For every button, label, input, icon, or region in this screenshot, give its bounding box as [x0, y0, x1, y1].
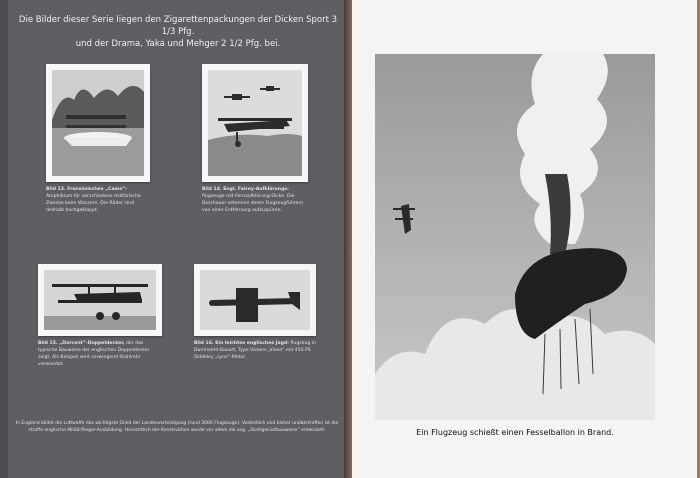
balloon-photo	[375, 54, 655, 420]
card-caption-4	[194, 340, 316, 361]
card-caption-2	[202, 186, 308, 214]
card-caption-body: der das typische Bauweise der englischen Doppeldecker zeigt. Als Beispiel wird vorwiegend Stahlrohr verwendet.	[38, 341, 150, 367]
card-caption-body: flugzeuge mit Fernaufklärung-Dicke. Die Beschauer erkennen deren Flugzeugführern von einer Entfernung aufzuspüren.	[202, 194, 304, 213]
cigarette-card-3	[38, 264, 162, 336]
card-caption-3	[38, 340, 162, 368]
card-photo-vickers-vixen	[200, 270, 310, 330]
cigarette-card-1	[46, 64, 150, 182]
page-header	[18, 14, 338, 50]
card-caption-title: Bild 16. Ein leichtes englisches Jagd-	[194, 341, 290, 346]
card-caption-title: Bild 15. „Dorcent“-Doppeldecker,	[38, 341, 125, 346]
right-page	[352, 0, 700, 478]
header-line-1: Die Bilder dieser Serie liegen den Zigarettenpackungen der Dicken Sport 3 1/3 Pfg.	[18, 15, 338, 37]
card-photo-biplane	[44, 270, 156, 330]
photo-caption: Ein Flugzeug schießt einen Fesselballon in Brand.	[416, 428, 614, 437]
page-footer-text: In England bildet die Luftwaffe das wichtigste Glied der Landesverteidigung (rund 3000 Flugzeuge). Vorbildlich und bisher unübertroffen ist die straffe englische Militärflieger-Ausbildung. Hinsichtlich der Konstruktion wurde vor allem die sog. „Stahlgerüstbauweise“ entwickelt.	[15, 421, 339, 433]
card-caption-title: Bild 13. Französisches „Cams“-	[46, 187, 128, 192]
cigarette-card-4	[194, 264, 316, 336]
cigarette-card-2	[202, 64, 308, 182]
card-photo-fairey-formation	[208, 70, 302, 176]
card-caption-body: Amphibium für verschiedene militärische Zwecke beim Wassern. Die Räder sind deshalb hochgeklappt.	[46, 194, 141, 213]
page-edge	[0, 0, 8, 478]
card-caption-body: flugzeug in Darnholmt-Bauart, Type Vickers „Vixen“ mit 450 PS Siddeley „Lynx“-Motor.	[194, 341, 316, 360]
card-caption-1	[46, 186, 150, 214]
card-caption-title: Bild 14. Engl. Fairey-Aufklärungs-	[202, 187, 290, 192]
header-line-2: und der Drama, Yaka und Mehger 2 1/2 Pfg. bei.	[75, 39, 281, 49]
card-photo-amphibian	[52, 70, 144, 176]
